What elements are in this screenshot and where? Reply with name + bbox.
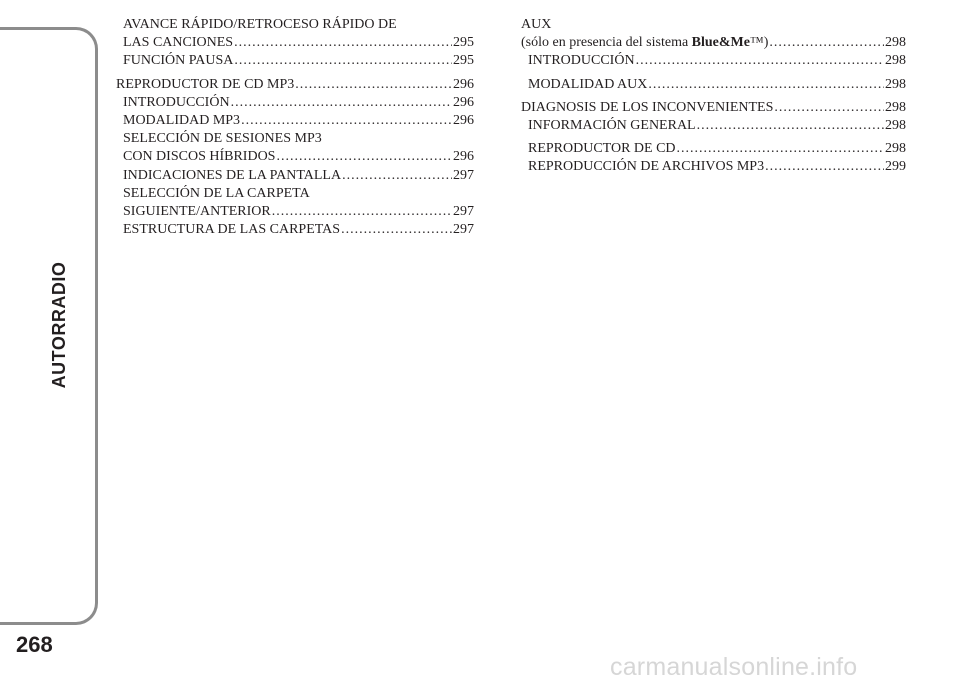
toc-entry	[521, 76, 906, 94]
toc-leader-dots	[648, 76, 884, 94]
toc-page-number: 297	[453, 167, 474, 183]
toc-right-column	[521, 16, 906, 177]
toc-leader-dots	[765, 158, 884, 176]
toc-entry-title: AVANCE RÁPIDO/RETROCESO RÁPIDO DE	[123, 17, 397, 32]
toc-entry-title: ESTRUCTURA DE LAS CARPETAS	[123, 222, 341, 238]
toc-entry	[116, 167, 474, 185]
toc-entry-text: ™)	[750, 35, 769, 51]
toc-entry	[116, 76, 474, 94]
toc-entry	[521, 117, 906, 135]
toc-entry-title: INDICACIONES DE LA PANTALLA	[123, 167, 342, 183]
toc-leader-dots	[276, 148, 452, 166]
toc-leader-dots	[677, 140, 884, 158]
toc-entry-title: INTRODUCCIÓN	[528, 53, 635, 69]
toc-page-number: 296	[453, 149, 474, 165]
toc-page-number: 298	[885, 53, 906, 69]
toc-entry	[521, 52, 906, 70]
toc-page-number: 297	[453, 222, 474, 238]
toc-entry-title: SIGUIENTE/ANTERIOR	[123, 204, 271, 220]
toc-entry	[116, 52, 474, 70]
toc-entry	[521, 99, 906, 117]
toc-leader-dots	[341, 221, 452, 239]
toc-leader-dots	[342, 167, 452, 185]
toc-entry-title: CON DISCOS HÍBRIDOS	[123, 149, 276, 165]
toc-page-number: 298	[885, 141, 906, 157]
toc-page-number: 296	[453, 113, 474, 129]
toc-leader-dots	[231, 94, 452, 112]
toc-entry-title	[521, 34, 768, 52]
toc-entry-title: MODALIDAD MP3	[123, 113, 241, 129]
toc-entry-title: REPRODUCTOR DE CD	[528, 141, 676, 157]
watermark-text: carmanualsonline.info	[610, 653, 858, 681]
toc-leader-dots	[295, 76, 452, 94]
toc-leader-dots	[697, 117, 884, 135]
toc-entry	[116, 112, 474, 130]
toc-leader-dots	[234, 34, 452, 52]
toc-entry	[116, 221, 474, 239]
toc-entry-title: LAS CANCIONES	[123, 35, 234, 51]
page-number: 268	[16, 632, 53, 657]
toc-entry-title: MODALIDAD AUX	[528, 76, 648, 92]
toc-page-number: 296	[453, 94, 474, 110]
toc-page-number: 299	[885, 159, 906, 175]
toc-entry-title: DIAGNOSIS DE LOS INCONVENIENTES	[521, 99, 774, 115]
toc-leader-dots	[769, 34, 884, 52]
toc-page-number: 295	[453, 35, 474, 51]
toc-page-number: 298	[885, 76, 906, 92]
toc-page-number: 295	[453, 53, 474, 69]
section-side-label: AUTORRADIO	[49, 261, 69, 389]
toc-leader-dots	[636, 52, 884, 70]
toc-entry	[521, 158, 906, 176]
toc-entry-text: (sólo en presencia del sistema	[521, 35, 692, 51]
toc-entry	[116, 203, 474, 221]
toc-entry	[116, 148, 474, 166]
toc-entry-title: INFORMACIÓN GENERAL	[528, 118, 696, 134]
toc-entry-title: REPRODUCTOR DE CD MP3	[116, 76, 295, 92]
toc-entry	[116, 94, 474, 112]
toc-entry	[521, 34, 906, 52]
toc-page-number: 298	[885, 99, 906, 115]
toc-page-number: 296	[453, 76, 474, 92]
toc-entry-title: INTRODUCCIÓN	[123, 94, 230, 110]
toc-entry-title: SELECCIÓN DE SESIONES MP3	[123, 131, 322, 147]
toc-page-number: 297	[453, 204, 474, 220]
toc-page-number: 298	[885, 118, 906, 134]
toc-entry-title: AUX	[521, 17, 552, 32]
toc-entry-title: FUNCIÓN PAUSA	[123, 53, 234, 69]
toc-leader-dots	[234, 52, 452, 70]
brand-name: Blue&Me	[691, 35, 750, 51]
toc-left-column	[116, 16, 474, 239]
toc-entry-title: SELECCIÓN DE LA CARPETA	[123, 185, 310, 201]
toc-leader-dots	[774, 99, 884, 117]
toc-entry	[521, 140, 906, 158]
toc-leader-dots	[241, 112, 452, 130]
toc-leader-dots	[272, 203, 452, 221]
toc-page-number: 298	[885, 35, 906, 51]
toc-entry-title: REPRODUCCIÓN DE ARCHIVOS MP3	[528, 159, 765, 175]
toc-entry	[116, 34, 474, 52]
